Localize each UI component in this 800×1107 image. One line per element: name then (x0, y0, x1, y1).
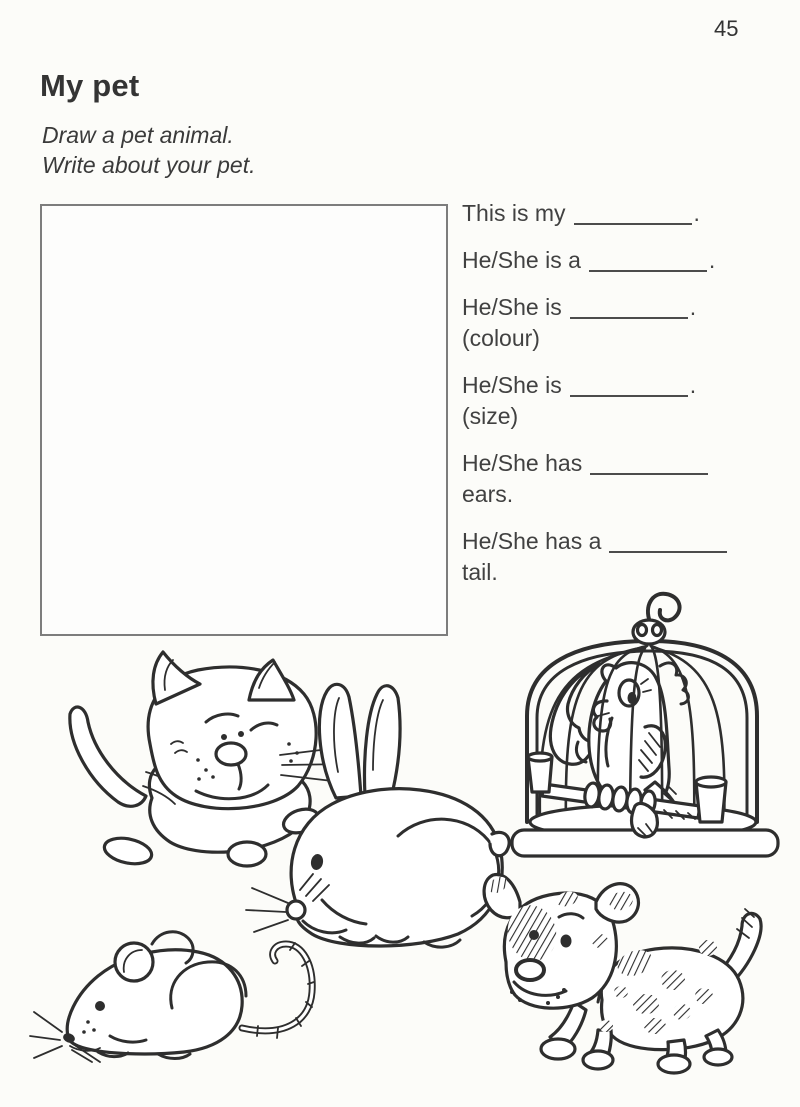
sentence-period: . (693, 200, 700, 226)
cage-perch (542, 784, 700, 818)
mouse-illustration (30, 932, 314, 1062)
mouse-ear (115, 943, 153, 981)
dog-illustration (484, 874, 761, 1073)
drawing-box[interactable] (40, 204, 448, 636)
cage-frame (527, 641, 757, 822)
cage-knob (633, 620, 665, 644)
answer-blank[interactable] (609, 528, 727, 553)
dog-spot (614, 946, 656, 981)
cat-whiskers (280, 747, 349, 782)
cage-floor (530, 805, 756, 839)
dog-tail (715, 913, 761, 988)
fill-in-sentence (462, 370, 792, 432)
rabbit-ear-right (365, 686, 401, 798)
parrot-claw (632, 803, 658, 837)
answer-blank[interactable] (574, 200, 692, 225)
mouse-body (67, 950, 242, 1054)
fill-in-sentence (462, 198, 792, 229)
sentence-period: . (689, 372, 697, 398)
cat-head (148, 667, 316, 809)
rabbit-body (291, 789, 502, 946)
sentence-continuation: (colour) (462, 325, 540, 351)
sentence-text: He/She is a (462, 247, 581, 273)
answer-blank[interactable] (570, 294, 688, 319)
rabbit-nose (287, 901, 305, 919)
sentence-period: . (689, 294, 697, 320)
sentence-continuation: tail. (462, 559, 498, 585)
fill-in-sentence (462, 292, 792, 354)
dog-head (504, 893, 616, 1008)
page-title: My pet (40, 68, 140, 103)
sentence-list (462, 198, 792, 604)
rabbit-tail (490, 832, 509, 855)
answer-blank[interactable] (590, 450, 708, 475)
cage-base (512, 830, 778, 856)
rabbit-whiskers (246, 888, 288, 932)
dog-ear-left (484, 875, 520, 918)
cat-nose (216, 743, 246, 765)
sentence-continuation: ears. (462, 481, 514, 507)
sentence-continuation: (size) (462, 403, 519, 429)
cat-ear-right (249, 660, 294, 700)
cat-tail (70, 707, 146, 806)
rabbit-haunch (398, 819, 499, 916)
dog-ear-right (596, 884, 638, 922)
mouse-haunch (171, 962, 246, 1008)
sentence-text: He/She is (462, 294, 562, 320)
answer-blank[interactable] (589, 247, 707, 272)
fill-in-sentence (462, 448, 792, 510)
mouse-whiskers (30, 1012, 100, 1062)
sentence-text: He/She has (462, 450, 583, 476)
answer-blank[interactable] (570, 372, 688, 397)
instruction-line-2: Write about your pet. (42, 152, 256, 178)
instructions (42, 120, 256, 180)
fill-in-sentence (462, 245, 792, 276)
page-number: 45 (714, 16, 739, 41)
dog-nose (516, 960, 544, 980)
birdcage-illustration (512, 594, 778, 856)
sentence-text: He/She is (462, 372, 562, 398)
fill-in-sentence (462, 526, 792, 588)
dog-body (601, 948, 743, 1050)
cat-body (149, 757, 310, 852)
sentence-period: . (708, 247, 716, 273)
parrot (589, 663, 689, 823)
cage-cup-right (696, 782, 726, 822)
rabbit-ear-left (319, 684, 361, 798)
dog-eye-patch (502, 900, 563, 967)
sentence-text: He/She has a (462, 528, 602, 554)
parrot-tail (645, 782, 681, 823)
cat-illustration (70, 652, 349, 868)
cat-ear-left (153, 652, 200, 704)
cage-cup-left (528, 757, 552, 792)
rabbit-illustration (246, 684, 509, 947)
sentence-text: This is my (462, 200, 566, 226)
mouse-nose (62, 1032, 76, 1045)
cage-swing (550, 664, 600, 764)
parrot-beak (593, 701, 610, 731)
parrot-wing (641, 726, 665, 777)
instruction-line-1: Draw a pet animal. (42, 122, 234, 148)
